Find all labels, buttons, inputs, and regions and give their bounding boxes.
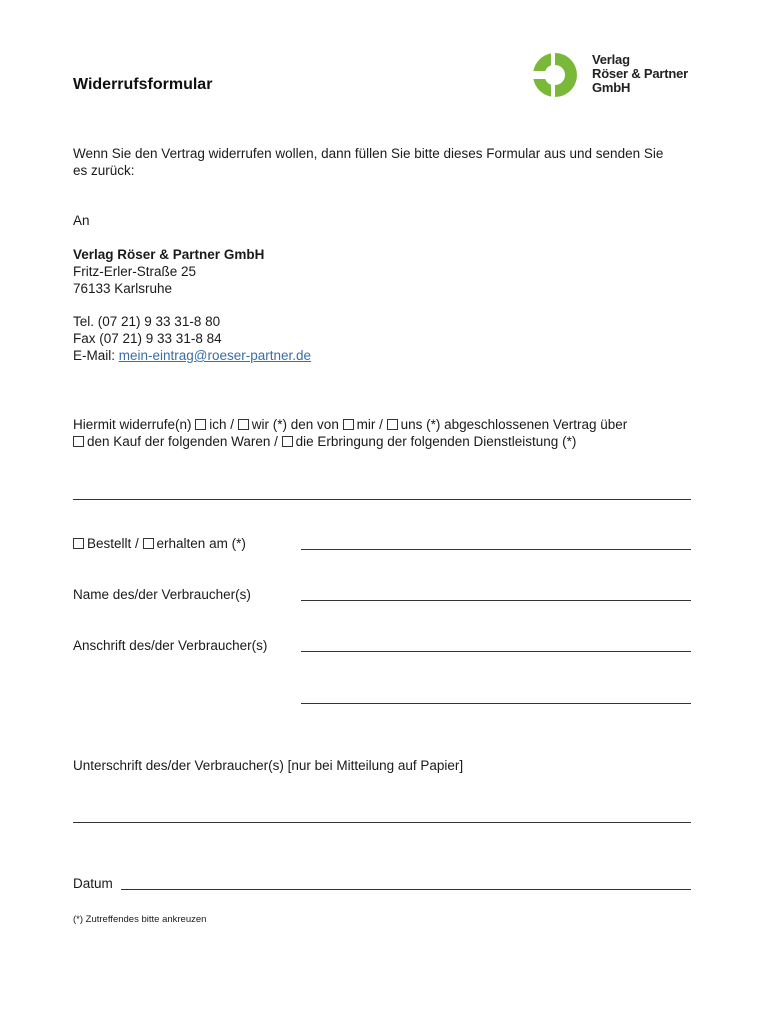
footnote: (*) Zutreffendes bitte ankreuzen xyxy=(73,914,207,925)
option-ich: ich / xyxy=(209,417,238,432)
revocation-statement xyxy=(73,416,713,450)
logo-mark-icon xyxy=(530,50,580,100)
datum-input-line[interactable] xyxy=(121,889,691,890)
email-label: E-Mail: xyxy=(73,348,119,363)
option-dienst: die Erbringung der folgenden Dienstleistung (*) xyxy=(295,434,577,449)
option-mir: mir / xyxy=(356,417,387,432)
revocation-line-2 xyxy=(73,433,713,450)
logo-line-3: GmbH xyxy=(592,80,631,95)
name-label: Name des/der Verbraucher(s) xyxy=(73,587,251,602)
logo-line-1: Verlag xyxy=(592,52,630,67)
bestellt-label xyxy=(73,536,246,551)
unterschrift-label: Unterschrift des/der Verbraucher(s) [nur bei Mitteilung auf Papier] xyxy=(73,758,464,773)
checkbox-uns[interactable] xyxy=(387,419,398,430)
option-kauf: den Kauf der folgenden Waren / xyxy=(87,434,282,449)
intro-text: Wenn Sie den Vertrag widerrufen wollen, dann füllen Sie bitte dieses Formular aus und senden Sie es zurück: xyxy=(73,146,664,178)
address-input-line-1[interactable] xyxy=(301,651,691,652)
recipient-city: 76133 Karlsruhe xyxy=(73,281,173,296)
date-input-line[interactable] xyxy=(301,549,691,550)
signature-input-line[interactable] xyxy=(73,822,691,823)
revocation-line-1 xyxy=(73,416,713,433)
recipient-tel: Tel. (07 21) 9 33 31-8 80 xyxy=(73,314,221,329)
recipient-email-row xyxy=(73,347,311,364)
recipient-contact xyxy=(73,313,311,364)
checkbox-mir[interactable] xyxy=(343,419,354,430)
erhalten-text: erhalten am (*) xyxy=(156,536,246,551)
recipient-company: Verlag Röser & Partner GmbH xyxy=(73,247,265,262)
email-link[interactable]: mein-eintrag@roeser-partner.de xyxy=(118,348,312,363)
recipient-to: An xyxy=(73,213,90,228)
goods-input-line[interactable] xyxy=(73,499,691,500)
checkbox-ich[interactable] xyxy=(195,419,206,430)
checkbox-dienst[interactable] xyxy=(282,436,293,447)
checkbox-erhalten[interactable] xyxy=(143,538,154,549)
option-wir: wir (*) den von xyxy=(251,417,343,432)
checkbox-wir[interactable] xyxy=(238,419,249,430)
revocation-part1: Hiermit widerrufe(n) xyxy=(73,417,196,432)
checkbox-kauf[interactable] xyxy=(73,436,84,447)
recipient-fax: Fax (07 21) 9 33 31-8 84 xyxy=(73,331,222,346)
option-uns: uns (*) abgeschlossenen Vertrag über xyxy=(400,417,628,432)
logo-line-2: Röser & Partner xyxy=(592,66,688,81)
checkbox-bestellt[interactable] xyxy=(73,538,84,549)
datum-label: Datum xyxy=(73,876,113,891)
company-logo xyxy=(530,50,710,100)
address-input-line-2[interactable] xyxy=(301,703,691,704)
recipient-address xyxy=(73,246,264,297)
page-title: Widerrufsformular xyxy=(73,76,213,93)
recipient-street: Fritz-Erler-Straße 25 xyxy=(73,264,197,279)
anschrift-label: Anschrift des/der Verbraucher(s) xyxy=(73,638,268,653)
logo-wordmark xyxy=(592,53,688,95)
name-input-line[interactable] xyxy=(301,600,691,601)
bestellt-text: Bestellt / xyxy=(87,536,143,551)
